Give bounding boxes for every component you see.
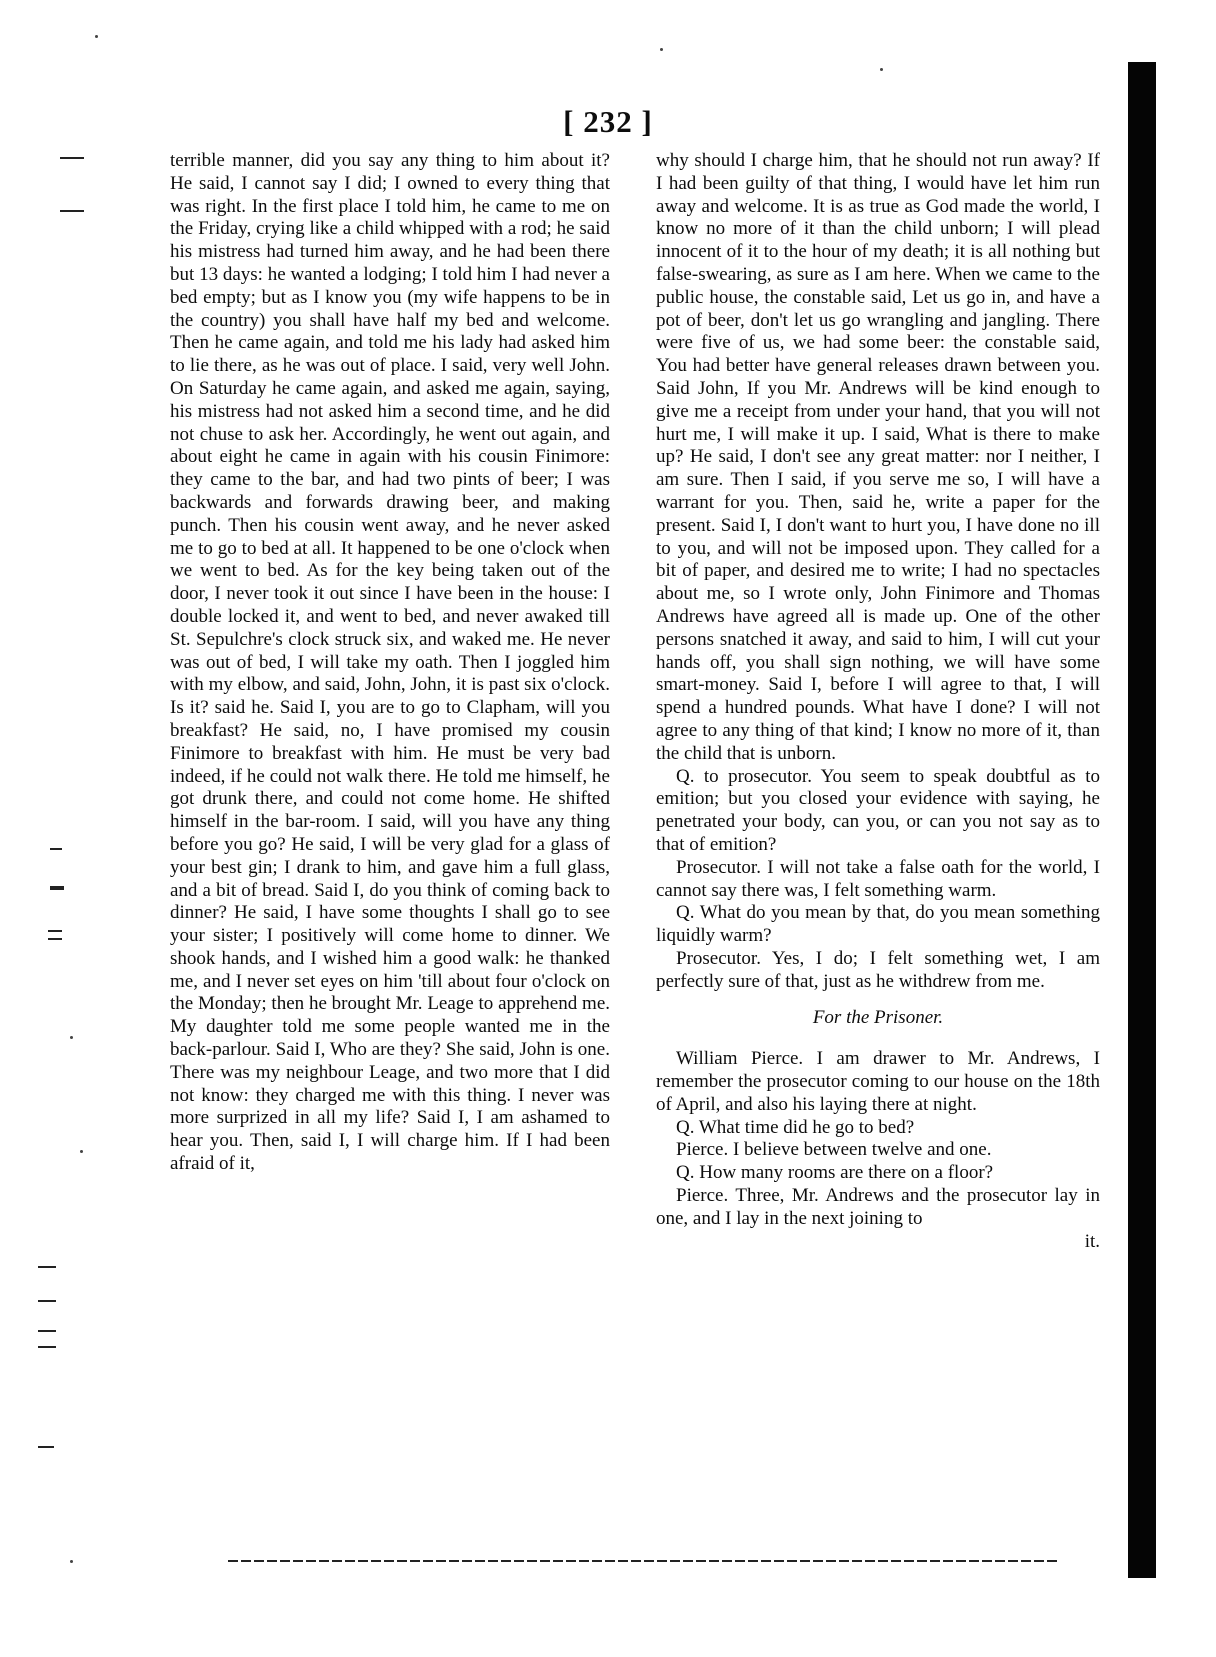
margin-mark bbox=[50, 886, 64, 890]
speck bbox=[70, 1036, 73, 1039]
margin-mark bbox=[38, 1266, 56, 1268]
margin-mark bbox=[60, 157, 84, 159]
margin-mark bbox=[38, 1446, 54, 1448]
binding-shadow bbox=[1128, 62, 1156, 1578]
paragraph: Q. How many rooms are there on a floor? bbox=[676, 1162, 994, 1184]
paragraph: terrible manner, did you say any thing to him about it? He said, I cannot say I did; I owned to every thing that was right. In the first place I told him, he came to me on the Friday, crying like a child whipped with a rod; he said his mistress had turned him away, and he had been there but 13 days: he wanted a lodging; I told him I had never a bed empty; but as I know you (my wife happens to be in the country) you shall have half my bed and welcome. Then he came again, and told me his lady had asked him to lie there, as he was out of place. I said, very well John. On Saturday he came again, and asked me again, saying, his mistress had not asked him a second time, and he did not chuse to ask her. Accordingly, he went out again, and about eight he came in again with his cousin Finimore: they came to the bar, and had two pints of beer; I was backwards and forwards drawing beer, and making punch. Then his cousin went away, and he never asked me to go to bed at all. It happened to be one o'clock when we went to bed. As for the key being taken out of the door, I never took it out since I have been in the house: I double locked it, and went to bed, and never awaked till St. Sepulchre's clock struck six, and waked me. He never was out of bed, I will take my oath. Then I joggled him with my elbow, and said, John, John, it is past six o'clock. Is it? said he. Said I, you are to go to Clapham, will you breakfast? He said, no, I have promised my cousin Finimore to breakfast with him. He must be very bad indeed, if he could not walk there. He told me himself, he got drunk there, and could not come home. He shifted himself in the bar-room. I said, will you have any thing before you go? He said, I will be very glad for a glass of your best gin; I drank to him, and gave him a full glass, and a bit of bread. Said I, do you think of coming back to dinner? He said, I have some thoughts I shall go to see your sister; I positively will come home to dinner. We shook hands, and I wished him a good walk: he thanked me, and I never set eyes on him 'till about four o'clock on the Monday; then he brought Mr. Leage to apprehend me. My daughter told me some people wanted me in the back-parlour. Said I, Who are they? She said, John is one. There was my neighbour Leage, and two more that I did not know: they charged me with this thing. I never was more surprized in all my life? Said I, I am ashamed to hear you. Then, said I, I will charge him. If I had been afraid of it, bbox=[170, 150, 610, 1175]
speck bbox=[95, 35, 98, 38]
speck bbox=[880, 68, 883, 71]
paragraph: why should I charge him, that he should not run away? If I had been guilty of that thing, I would have let him run away and welcome. It is as true as God made the world, I know no more of it than the child unborn; I will plead innocent of it to the hour of my death; it is all nothing but false-swearing, as sure as I am here. When we came to the public house, the constable said, Let us go in, and have a pot of beer, don't let us go wrangling and jangling. There were five of us, we had some beer: the constable said, You had better have general releases drawn between you. Said John, If you Mr. Andrews will be kind enough to give me a receipt from under your hand, that you will not hurt me, I will make it up. I said, What is there to make up? He said, I don't see any great matter: nor I neither, I am sure. Then I said, if you serve me so, I will have a warrant for you. Then, said he, write a paper for the present. Said I, I don't want to hurt you, I have done no ill to you, and will not be imposed upon. They called for a bit of paper, and desired me to write; I had no spectacles about me, so I wrote only, John Finimore and Thomas Andrews have agreed all is made up. One of the other persons snatched it away, and said to him, I will cut your hands off, you shall sign nothing, we will have some smart-money. Said I, before I will agree to that, I will spend a hundred pounds. What have I done? I will not agree to any thing of that kind; I know no more of it, than the child that is unborn. bbox=[656, 150, 1100, 764]
left-text-column bbox=[170, 150, 610, 1176]
paragraph: William Pierce. I am drawer to Mr. Andrews, I remember the prosecutor coming to our house on the 18th of April, and also his laying there at night. bbox=[656, 1048, 1100, 1115]
margin-mark bbox=[50, 848, 62, 850]
paragraph: Q. to prosecutor. You seem to speak doubtful as to emition; but you closed your evidence with saying, he penetrated your body, can you, or can you not say as to that of emition? bbox=[656, 765, 1100, 855]
margin-mark bbox=[48, 938, 62, 940]
paragraph: Prosecutor. Yes, I do; I felt something wet, I am perfectly sure of that, just as he withdrew from me. bbox=[656, 947, 1100, 992]
right-text-column bbox=[656, 150, 1100, 1253]
paragraph: Prosecutor. I will not take a false oath for the world, I cannot say there was, I felt something warm. bbox=[656, 856, 1100, 901]
bottom-rule bbox=[228, 1560, 1058, 1562]
section-heading: For the Prisoner. bbox=[812, 1007, 944, 1029]
paragraph: Q. What time did he go to bed? bbox=[676, 1116, 915, 1138]
margin-mark bbox=[38, 1330, 56, 1332]
page-number: [ 232 ] bbox=[563, 104, 653, 139]
paragraph: Q. What do you mean by that, do you mean something liquidly warm? bbox=[656, 902, 1100, 947]
paragraph: Pierce. I believe between twelve and one. bbox=[676, 1139, 992, 1161]
margin-mark bbox=[38, 1346, 56, 1348]
margin-mark bbox=[48, 930, 62, 932]
catchword: it. bbox=[1084, 1230, 1100, 1252]
speck bbox=[80, 1150, 83, 1153]
margin-mark bbox=[38, 1300, 56, 1302]
speck bbox=[70, 1560, 73, 1563]
margin-mark bbox=[60, 210, 84, 212]
speck bbox=[660, 48, 663, 51]
paragraph: Pierce. Three, Mr. Andrews and the prosecutor lay in one, and I lay in the next joining to bbox=[656, 1185, 1100, 1229]
